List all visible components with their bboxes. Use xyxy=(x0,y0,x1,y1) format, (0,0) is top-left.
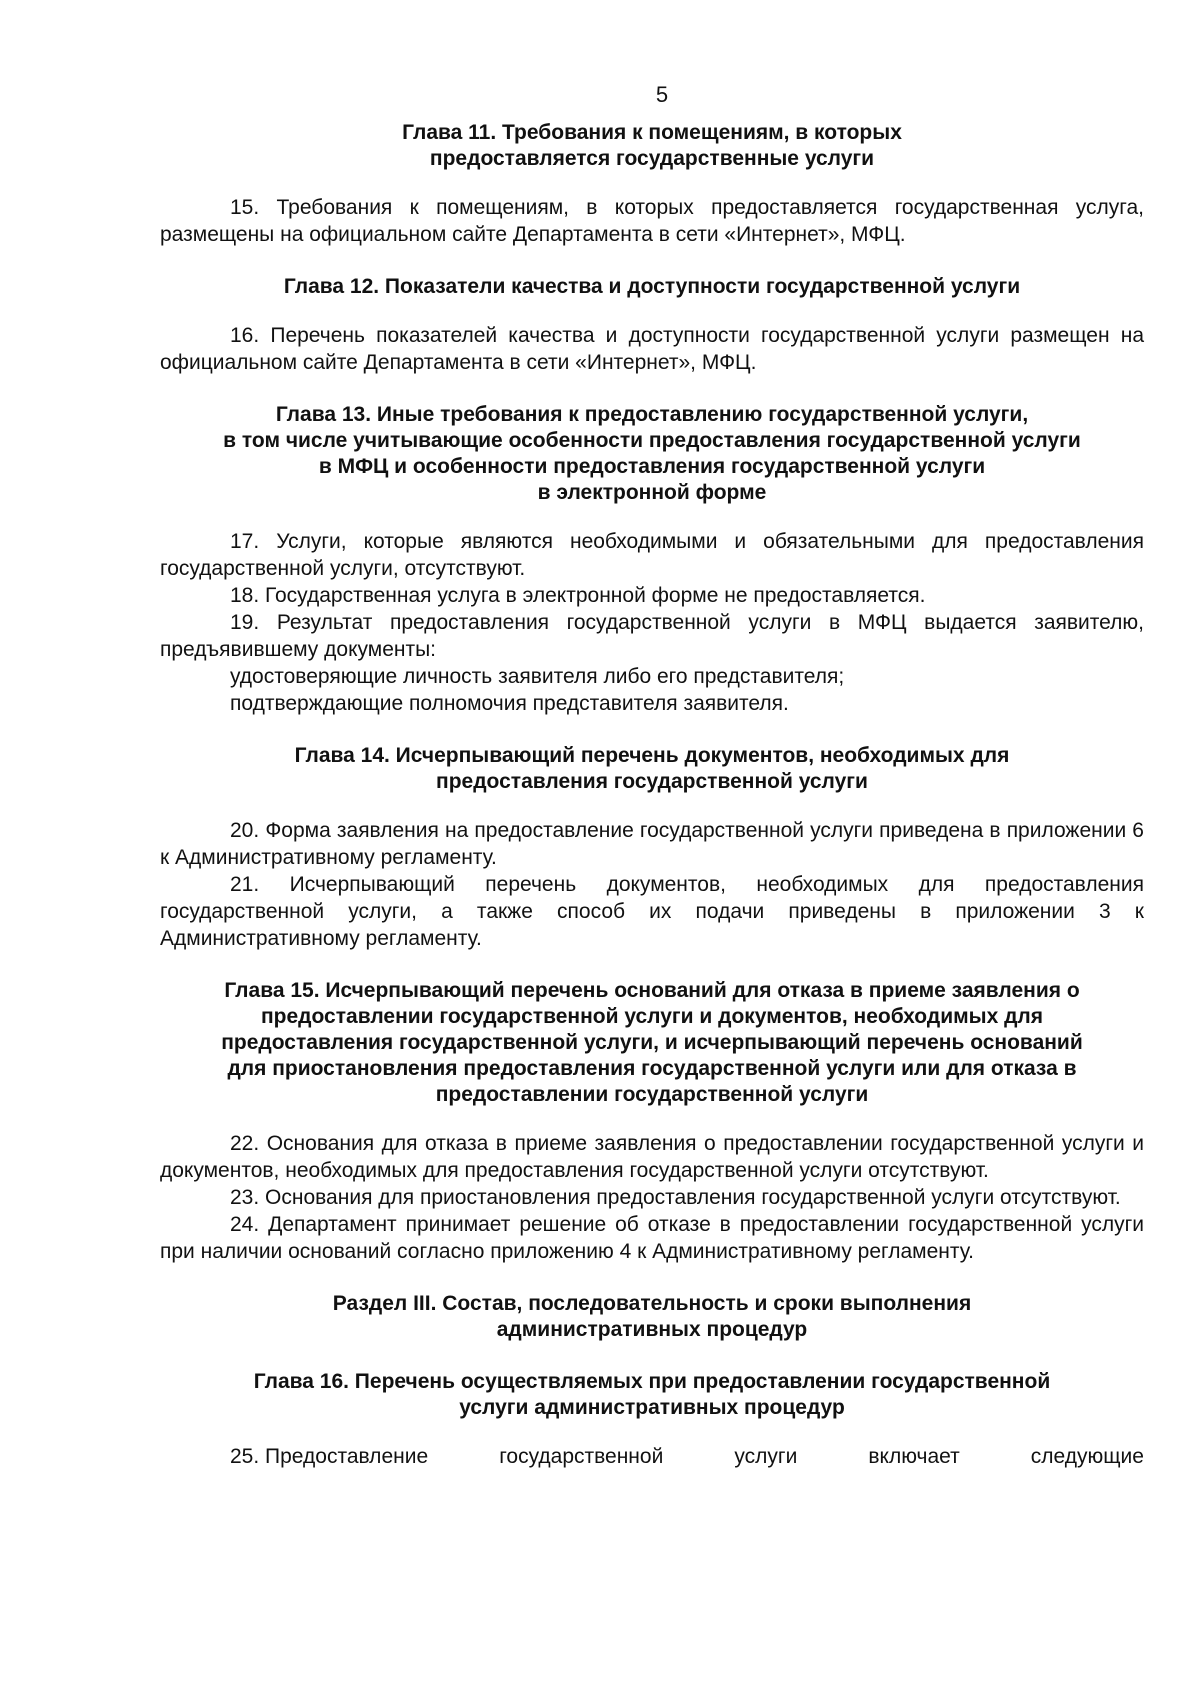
paragraph-22: 22. Основания для отказа в приеме заявления о предоставлении государственной услуги и документов, необходимых для предоставления государственной услуги отсутствуют. xyxy=(160,1132,1144,1182)
heading-line: в МФЦ и особенности предоставления государственной услуги xyxy=(318,455,986,478)
heading-line: предоставлении государственной услуги xyxy=(435,1083,869,1106)
chapter-11-heading xyxy=(160,120,1144,172)
section-part-3 xyxy=(160,1291,1144,1343)
chapter-13-heading xyxy=(160,402,1144,506)
heading-line: Глава 13. Иные требования к предоставлению государственной услуги, xyxy=(275,403,1029,426)
part-3-heading xyxy=(160,1291,1144,1343)
chapter-15-heading xyxy=(160,978,1144,1108)
paragraph-15: 15. Требования к помещениям, в которых предоставляется государственная услуга, размещены на официальном сайте Департамента в сети «Интернет», МФЦ. xyxy=(160,196,1144,246)
paragraph-24: 24. Департамент принимает решение об отказе в предоставлении государственной услуги при наличии оснований согласно приложению 4 к Административному регламенту. xyxy=(160,1213,1144,1263)
section-chapter-11 xyxy=(160,120,1144,248)
heading-line: административных процедур xyxy=(496,1318,808,1341)
word: 25. Предоставление xyxy=(230,1445,429,1468)
paragraph-19-item-1: удостоверяющие личность заявителя либо его представителя; xyxy=(230,665,845,688)
heading-line: предоставления государственной услуги, и исчерпывающий перечень оснований xyxy=(221,1031,1083,1054)
word: услуги xyxy=(734,1445,798,1468)
page-number: 5 xyxy=(655,82,669,107)
section-chapter-15 xyxy=(160,978,1144,1265)
heading-line: предоставляется государственные услуги xyxy=(429,147,875,170)
heading-line: услуги административных процедур xyxy=(459,1396,845,1419)
paragraph-19: 19. Результат предоставления государственной услуги в МФЦ выдается заявителю, предъявившему документы: xyxy=(160,611,1144,661)
section-chapter-12 xyxy=(160,274,1144,376)
section-chapter-14 xyxy=(160,743,1144,952)
paragraph-18: 18. Государственная услуга в электронной форме не предоставляется. xyxy=(230,584,926,607)
chapter-16-heading xyxy=(160,1369,1144,1421)
paragraph-20: 20. Форма заявления на предоставление государственной услуги приведена в приложении 6 к Административному регламенту. xyxy=(160,819,1144,869)
heading-line: Глава 12. Показатели качества и доступности государственной услуги xyxy=(283,275,1021,298)
heading-line: предоставлении государственной услуги и документов, необходимых для xyxy=(260,1005,1044,1028)
heading-line: Раздел III. Состав, последовательность и сроки выполнения xyxy=(332,1292,972,1315)
heading-line: Глава 11. Требования к помещениям, в которых xyxy=(402,121,902,144)
word: следующие xyxy=(1030,1445,1144,1468)
chapter-12-heading xyxy=(160,274,1144,300)
section-chapter-13 xyxy=(160,402,1144,717)
paragraph-23: 23. Основания для приостановления предоставления государственной услуги отсутствуют. xyxy=(230,1186,1121,1209)
chapter-14-heading xyxy=(160,743,1144,795)
document-page xyxy=(160,80,1144,1496)
section-chapter-16 xyxy=(160,1369,1144,1470)
paragraph-17: 17. Услуги, которые являются необходимыми и обязательными для предоставления государственной услуги, отсутствуют. xyxy=(160,530,1144,580)
heading-line: предоставления государственной услуги xyxy=(436,770,868,793)
heading-line: Глава 16. Перечень осуществляемых при предоставлении государственной xyxy=(253,1370,1051,1393)
paragraph-19-item-2: подтверждающие полномочия представителя заявителя. xyxy=(230,692,789,715)
heading-line: Глава 14. Исчерпывающий перечень документов, необходимых для xyxy=(294,744,1010,767)
heading-line: в том числе учитывающие особенности предоставления государственной услуги xyxy=(223,429,1081,452)
word: включает xyxy=(868,1445,960,1468)
paragraph-21: 21. Исчерпывающий перечень документов, необходимых для предоставления государственной услуги, а также способ их подачи приведены в приложении 3 к Административному регламенту. xyxy=(160,873,1144,950)
word: государственной xyxy=(499,1445,664,1468)
paragraph-25-first-line xyxy=(160,1443,1144,1470)
heading-line: Глава 15. Исчерпывающий перечень оснований для отказа в приеме заявления о xyxy=(224,979,1080,1002)
heading-line: для приостановления предоставления государственной услуги или для отказа в xyxy=(227,1057,1077,1080)
heading-line: в электронной форме xyxy=(537,481,767,504)
paragraph-16: 16. Перечень показателей качества и доступности государственной услуги размещен на официальном сайте Департамента в сети «Интернет», МФЦ. xyxy=(160,324,1144,374)
